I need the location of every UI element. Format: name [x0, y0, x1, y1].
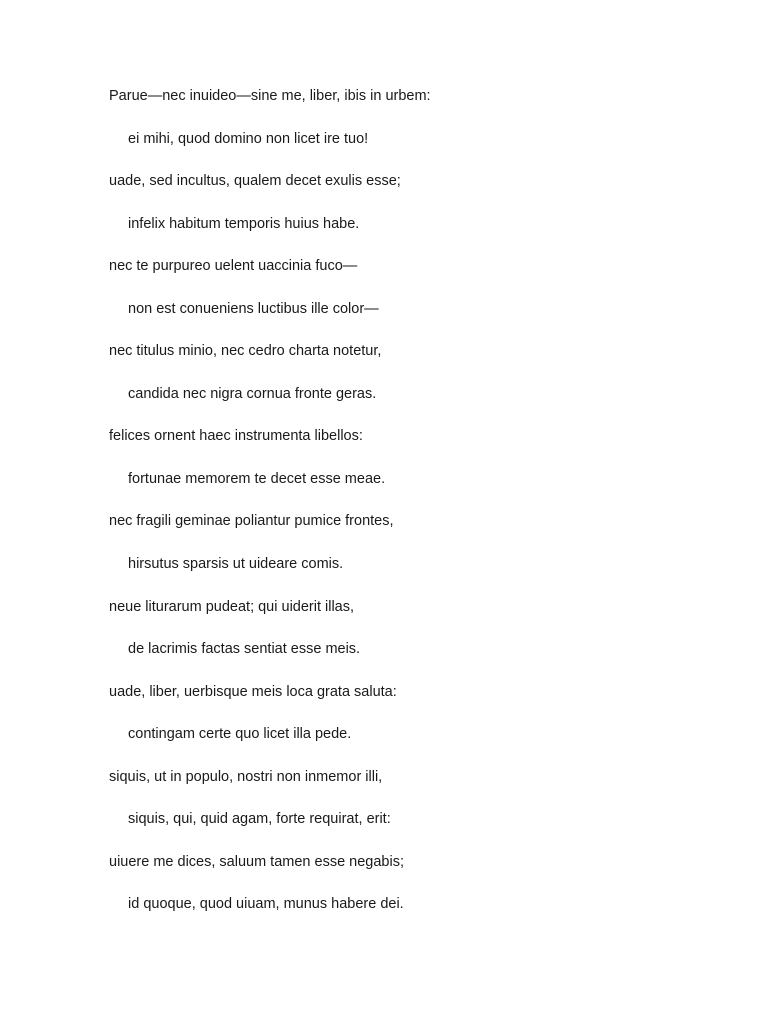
verse-line-hexameter: uade, liber, uerbisque meis loca grata saluta: [109, 683, 397, 700]
verse-line-hexameter: uiuere me dices, saluum tamen esse negabis; [109, 853, 404, 870]
verse-line-hexameter: neue liturarum pudeat; qui uiderit illas, [109, 598, 355, 615]
verse-line-pentameter: contingam certe quo licet illa pede. [128, 726, 352, 743]
verse-line-pentameter: id quoque, quod uiuam, munus habere dei. [128, 896, 404, 913]
verse-line-hexameter: siquis, ut in populo, nostri non inmemor illi, [109, 768, 383, 785]
poem-text [109, 86, 709, 937]
verse-line-pentameter: candida nec nigra cornua fronte geras. [128, 385, 377, 402]
verse-line-pentameter: fortunae memorem te decet esse meae. [128, 470, 386, 487]
verse-line-pentameter: infelix habitum temporis huius habe. [128, 215, 360, 232]
verse-line-pentameter: ei mihi, quod domino non licet ire tuo! [128, 130, 369, 147]
verse-line-hexameter: felices ornent haec instrumenta libellos: [109, 428, 363, 445]
verse-line-pentameter: de lacrimis factas sentiat esse meis. [128, 641, 361, 658]
verse-line-pentameter: hirsutus sparsis ut uideare comis. [128, 556, 344, 573]
verse-line-hexameter: uade, sed incultus, qualem decet exulis esse; [109, 173, 401, 190]
verse-line-hexameter: nec titulus minio, nec cedro charta notetur, [109, 343, 382, 360]
verse-line-hexameter: nec fragili geminae poliantur pumice frontes, [109, 513, 394, 530]
verse-line-pentameter: siquis, qui, quid agam, forte requirat, erit: [128, 811, 391, 828]
verse-line-hexameter: Parue—nec inuideo—sine me, liber, ibis in urbem: [109, 88, 431, 104]
verse-line-pentameter: non est conueniens luctibus ille color— [128, 300, 379, 317]
verse-line-hexameter: nec te purpureo uelent uaccinia fuco— [109, 258, 358, 275]
